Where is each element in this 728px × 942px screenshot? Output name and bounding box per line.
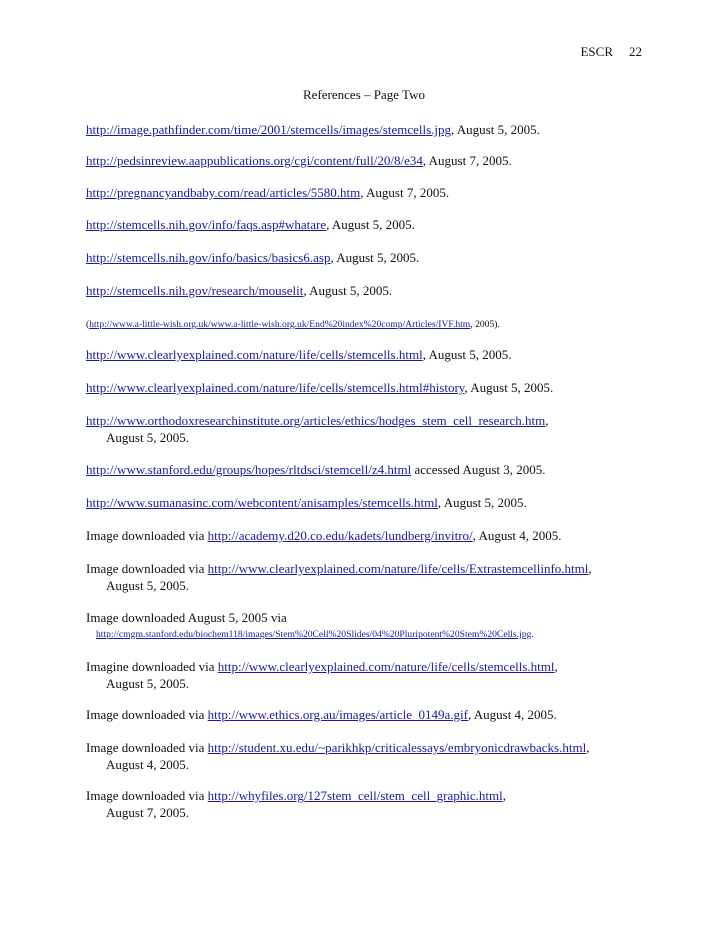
ref-text: , August 5, 2005.	[437, 495, 527, 510]
ref-text: Image downloaded via	[86, 788, 208, 803]
ref-text: , August 5, 2005.	[303, 283, 393, 298]
ref-link[interactable]: http://image.pathfinder.com/time/2001/stemcells/images/stemcells.jpg	[86, 122, 452, 137]
ref-text: , August 7, 2005.	[360, 185, 450, 200]
ref-text: accessed August 3, 2005.	[411, 462, 546, 477]
ref-link[interactable]: http://www.clearlyexplained.com/nature/life/cells/Extrastemcellinfo.html	[207, 561, 589, 576]
ref-text: , August 4, 2005.	[472, 528, 562, 543]
ref-link[interactable]: http://www.clearlyexplained.com/nature/life/cells/stemcells.html#history	[86, 380, 465, 395]
ref-text: Image downloaded August 5, 2005 via	[86, 610, 287, 625]
ref-link[interactable]: http://stemcells.nih.gov/info/faqs.asp#whatare	[86, 217, 327, 232]
reference-entry	[86, 461, 666, 478]
reference-entry	[86, 282, 666, 299]
page-title: References – Page Two	[303, 87, 425, 102]
ref-link[interactable]: http://stemcells.nih.gov/research/mouselit	[86, 283, 304, 298]
ref-link[interactable]: http://pregnancyandbaby.com/read/articles/5580.htm	[86, 185, 361, 200]
ref-text: , 2005).	[470, 319, 500, 330]
reference-entry	[86, 121, 666, 138]
ref-continuation: August 5, 2005.	[106, 676, 190, 691]
ref-link[interactable]: http://www.ethics.org.au/images/article_0149a.gif	[207, 707, 468, 722]
reference-entry	[86, 249, 666, 266]
reference-entry	[86, 706, 666, 723]
ref-text: Image downloaded via	[86, 561, 208, 576]
reference-entry	[86, 527, 666, 544]
running-head: ESCR	[580, 44, 613, 59]
ref-text: , August 5, 2005.	[326, 217, 415, 232]
reference-entry	[86, 316, 666, 333]
reference-entry	[86, 379, 666, 396]
ref-text: , August 4, 2005.	[467, 707, 557, 722]
ref-link[interactable]: http://www.orthodoxresearchinstitute.org/articles/ethics/hodges_stem_cell_research.htm	[86, 413, 546, 428]
ref-text: (	[86, 319, 90, 330]
ref-text: , August 5, 2005.	[451, 122, 540, 137]
ref-text: , August 7, 2005.	[422, 153, 512, 168]
reference-entry	[86, 184, 666, 201]
ref-text: , August 5, 2005.	[422, 347, 512, 362]
reference-entry	[86, 560, 666, 594]
ref-continuation	[86, 626, 666, 643]
ref-link[interactable]: http://www.clearlyexplained.com/nature/life/cells/stemcells.html	[217, 659, 555, 674]
ref-text: ,	[586, 740, 590, 755]
page-number: 22	[629, 44, 642, 59]
ref-link[interactable]: http://stemcells.nih.gov/info/basics/basics6.asp	[86, 250, 331, 265]
reference-entry	[86, 739, 666, 773]
reference-entry	[86, 216, 666, 233]
ref-continuation: August 5, 2005.	[106, 430, 190, 445]
ref-link[interactable]: http://pedsinreview.aappublications.org/cgi/content/full/20/8/e34	[86, 153, 423, 168]
running-header	[580, 44, 642, 60]
ref-link[interactable]: http://www.stanford.edu/groups/hopes/rltdsci/stemcell/z4.html	[86, 462, 412, 477]
reference-entry	[86, 412, 666, 446]
ref-text: ,	[588, 561, 592, 576]
ref-text: Image downloaded via	[86, 740, 208, 755]
ref-continuation: August 4, 2005.	[106, 757, 190, 772]
ref-text: , August 5, 2005.	[464, 380, 554, 395]
ref-text: ,	[554, 659, 558, 674]
ref-link[interactable]: http://academy.d20.co.edu/kadets/lundberg/invitro/	[207, 528, 473, 543]
ref-link[interactable]: http://whyfiles.org/127stem_cell/stem_cell_graphic.html	[207, 788, 503, 803]
ref-continuation: August 5, 2005.	[106, 578, 190, 593]
reference-entry	[86, 658, 666, 692]
ref-link[interactable]: http://www.clearlyexplained.com/nature/life/cells/stemcells.html	[86, 347, 423, 362]
reference-entry	[86, 494, 666, 511]
ref-link[interactable]: http://cmgm.stanford.edu/biochem118/images/Stem%20Cell%20Slides/04%20Pluripotent%20Stem%20Cells.jpg	[96, 629, 532, 640]
ref-link[interactable]: http://www.a-little-wish.org.uk/www.a-little-wish.org.uk/End%20index%20comp/Articles/IVF.htm	[89, 319, 471, 330]
ref-text: .	[531, 629, 534, 640]
ref-text: , August 5, 2005.	[330, 250, 420, 265]
ref-link[interactable]: http://student.xu.edu/~parikhkp/criticalessays/embryonicdrawbacks.html	[207, 740, 587, 755]
ref-text: Image downloaded via	[86, 528, 208, 543]
reference-entry	[86, 787, 666, 821]
ref-text: ,	[545, 413, 549, 428]
ref-continuation: August 7, 2005.	[106, 805, 190, 820]
ref-link[interactable]: http://www.sumanasinc.com/webcontent/anisamples/stemcells.html	[86, 495, 438, 510]
ref-text: ,	[502, 788, 507, 803]
ref-text: Imagine downloaded via	[86, 659, 218, 674]
ref-text: Image downloaded via	[86, 707, 208, 722]
reference-entry	[86, 346, 666, 363]
reference-entry	[86, 152, 666, 169]
reference-entry	[86, 609, 666, 643]
